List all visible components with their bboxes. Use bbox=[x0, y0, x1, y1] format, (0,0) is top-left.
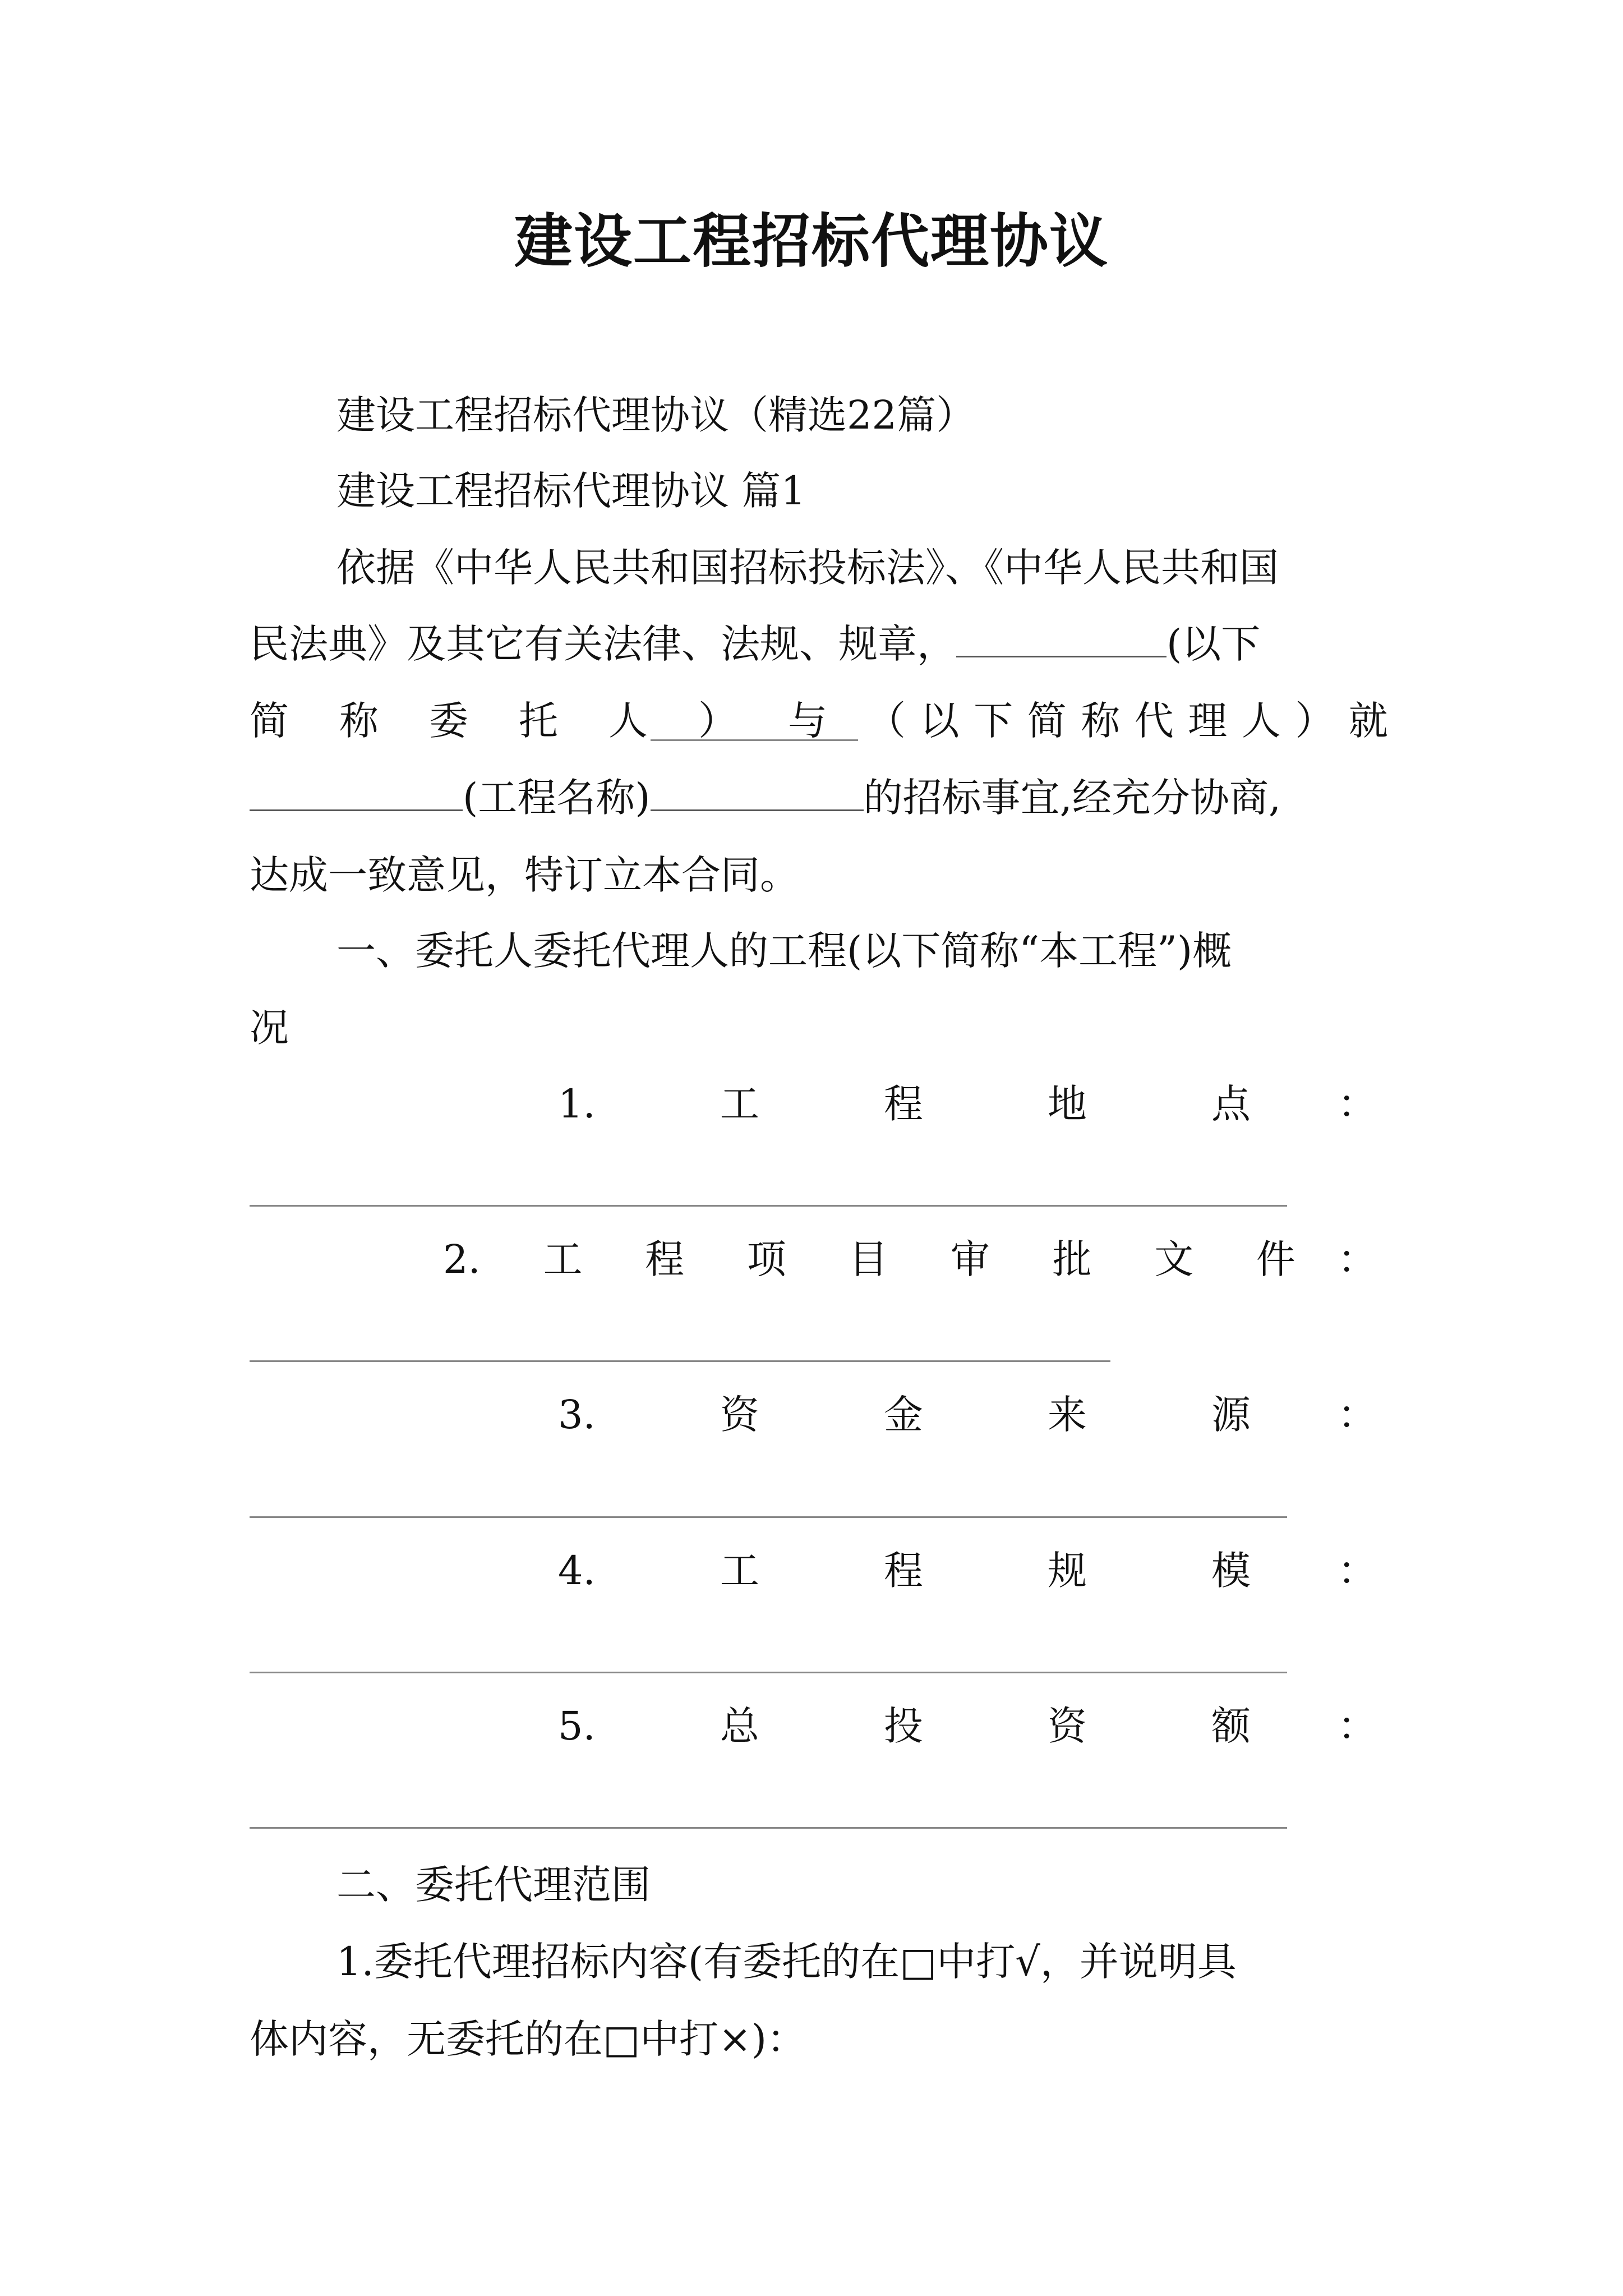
item-2-label bbox=[443, 1231, 1295, 1287]
char: 资 bbox=[720, 1392, 759, 1438]
item-1-blank-line bbox=[250, 1205, 1287, 1207]
item-3-blank-line bbox=[250, 1516, 1287, 1518]
item-5-colon: ： bbox=[1338, 1703, 1377, 1749]
char: 金 bbox=[883, 1392, 923, 1438]
section2-line1: 1.委托代理招标内容(有委托的在□中打√，并说明具 bbox=[336, 1939, 1237, 1985]
char: 程 bbox=[883, 1081, 923, 1127]
char: 点 bbox=[1211, 1081, 1251, 1127]
char: ） bbox=[1295, 698, 1335, 744]
para1-line2 bbox=[250, 616, 1260, 672]
blank-project-name-2 bbox=[651, 770, 864, 811]
blank-agent bbox=[651, 739, 858, 741]
para1-line2-tail: (以下 bbox=[1166, 621, 1261, 667]
item-2-colon: ： bbox=[1338, 1236, 1377, 1282]
char: 理 bbox=[1188, 698, 1228, 744]
char: 来 bbox=[1047, 1392, 1087, 1438]
char: （ bbox=[866, 698, 906, 744]
section1-line2: 况 bbox=[250, 1005, 289, 1051]
item-number: 1. bbox=[558, 1081, 596, 1127]
item-4-label bbox=[558, 1543, 1251, 1599]
item-3-label bbox=[558, 1387, 1251, 1443]
item-number: 4. bbox=[558, 1548, 596, 1594]
char: 就 bbox=[1348, 698, 1388, 744]
char: 代 bbox=[1134, 698, 1174, 744]
char: 下 bbox=[974, 698, 1013, 744]
char: 目 bbox=[849, 1236, 888, 1282]
item-number: 3. bbox=[558, 1392, 596, 1438]
char: 总 bbox=[720, 1703, 759, 1749]
char: 程 bbox=[883, 1548, 923, 1594]
char: 资 bbox=[1047, 1703, 1087, 1749]
para1-line5: 达成一致意见，特订立本合同。 bbox=[250, 852, 799, 898]
char: 委 bbox=[429, 698, 468, 744]
para1-line2-text: 民法典》及其它有关法律、法规、规章， bbox=[250, 621, 956, 667]
section2-heading: 二、委托代理范围 bbox=[336, 1862, 651, 1908]
char: 件 bbox=[1256, 1236, 1295, 1282]
document-title: 建设工程招标代理协议 bbox=[514, 206, 1109, 275]
item-1-label bbox=[558, 1076, 1251, 1132]
char: 审 bbox=[951, 1236, 990, 1282]
document-subtitle: 建设工程招标代理协议（精选22篇） bbox=[336, 392, 976, 438]
char: 工 bbox=[720, 1548, 759, 1594]
char: 模 bbox=[1211, 1548, 1251, 1594]
char: 项 bbox=[746, 1236, 786, 1282]
char: 文 bbox=[1154, 1236, 1194, 1282]
char: 与 bbox=[788, 698, 827, 744]
para1-line4 bbox=[250, 770, 1281, 826]
char: 地 bbox=[1047, 1081, 1087, 1127]
char: 人 bbox=[608, 698, 648, 744]
char: 工 bbox=[720, 1081, 759, 1127]
char: 投 bbox=[883, 1703, 923, 1749]
para1-line1: 依据《中华人民共和国招标投标法》、《中华人民共和国 bbox=[336, 545, 1279, 591]
char: 称 bbox=[339, 698, 379, 744]
section1-line1: 一、委托人委托代理人的工程(以下简称“本工程”)概 bbox=[336, 928, 1232, 974]
para1-line4-tail: 的招标事宜,经充分协商, bbox=[863, 775, 1281, 821]
item-5-label bbox=[558, 1698, 1251, 1754]
char: 规 bbox=[1047, 1548, 1087, 1594]
section-heading: 建设工程招标代理协议 篇1 bbox=[336, 468, 806, 514]
char: 批 bbox=[1052, 1236, 1092, 1282]
project-name-label: (工程名称) bbox=[463, 775, 651, 821]
char: 人 bbox=[1241, 698, 1281, 744]
item-5-blank-line bbox=[250, 1827, 1287, 1829]
char: 简 bbox=[1027, 698, 1067, 744]
blank-principal bbox=[956, 616, 1166, 657]
item-1-colon: ： bbox=[1338, 1081, 1377, 1127]
char: 简 bbox=[250, 698, 289, 744]
char: 以 bbox=[920, 698, 960, 744]
item-3-colon: ： bbox=[1338, 1392, 1377, 1438]
item-4-colon: ： bbox=[1338, 1548, 1377, 1594]
char: 工 bbox=[543, 1236, 583, 1282]
item-4-blank-line bbox=[250, 1672, 1287, 1673]
item-number: 2. bbox=[443, 1236, 481, 1282]
char: 称 bbox=[1081, 698, 1121, 744]
char: 托 bbox=[519, 698, 558, 744]
blank-project-name-1 bbox=[250, 770, 463, 811]
char: ） bbox=[698, 698, 737, 744]
para1-line3-right bbox=[866, 693, 1388, 749]
char: 额 bbox=[1211, 1703, 1251, 1749]
item-number: 5. bbox=[558, 1703, 596, 1749]
char: 源 bbox=[1211, 1392, 1251, 1438]
char: 程 bbox=[645, 1236, 685, 1282]
section2-line2: 体内容，无委托的在□中打×)： bbox=[250, 2016, 806, 2062]
item-2-blank-line bbox=[250, 1360, 1110, 1362]
